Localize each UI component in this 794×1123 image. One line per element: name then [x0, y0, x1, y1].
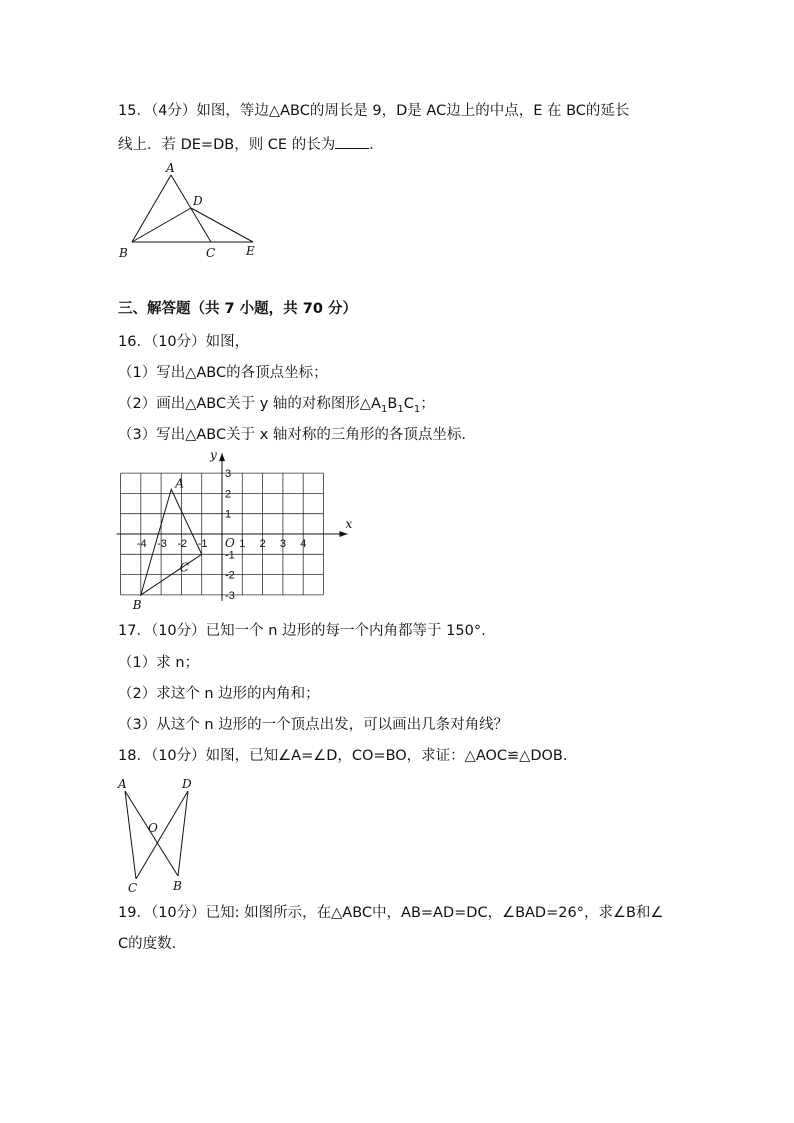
- label-O: O: [148, 821, 158, 835]
- origin-label: O: [225, 536, 235, 550]
- y-tick-label: 1: [225, 508, 232, 521]
- point-label-B: B: [132, 597, 142, 612]
- sub-2: 1: [397, 403, 404, 415]
- q18-stem: 18．（10分）如图，已知∠A=∠D，CO=BO，求证：△AOC≌△DOB.: [118, 748, 568, 764]
- x-tick-label: -2: [177, 538, 188, 550]
- q17-stem: 17．（10分）已知一个 n 边形的每一个内角都等于 150°.: [118, 623, 486, 639]
- label-E: E: [246, 244, 255, 258]
- label-C: C: [206, 246, 216, 260]
- q16-part3: （3）写出△ABC关于 x 轴对称的三角形的各顶点坐标.: [118, 427, 467, 443]
- sub-3: 1: [413, 403, 421, 415]
- sub-1: 1: [380, 403, 388, 415]
- q15-line2-text: 线上．若 DE=DB，则 CE 的长为: [118, 137, 336, 153]
- q19-line2: C的度数.: [118, 936, 177, 952]
- y-axis-label: y: [210, 448, 217, 463]
- segment-DC: [136, 791, 188, 879]
- q16-part2-c: C: [403, 396, 414, 412]
- label-B: B: [173, 879, 182, 893]
- q16-part2-text: （2）画出△ABC关于 y 轴的对称图形△A: [118, 396, 381, 412]
- y-tick-label: -3: [225, 589, 235, 602]
- y-tick-label: 2: [225, 488, 232, 501]
- q17-part1: （1）求 n；: [118, 655, 200, 671]
- x-tick-label: -3: [157, 538, 167, 550]
- q15-line1: 15．（4分）如图，等边△ABC的周长是 9，D是 AC边上的中点，E 在 BC的延长: [118, 103, 630, 119]
- section-title: 三、解答题（共 7 小题，共 70 分）: [118, 301, 357, 317]
- x-tick-label: 2: [259, 538, 266, 550]
- label-D: D: [193, 194, 203, 208]
- y-tick-label: 3: [225, 468, 232, 481]
- y-tick-label: -2: [225, 569, 235, 582]
- x-axis-label: x: [345, 517, 353, 531]
- q17-part3: （3）从这个 n 边形的一个顶点出发，可以画出几条对角线？: [118, 717, 509, 733]
- x-tick-label: 4: [300, 538, 307, 550]
- q16-part1: （1）写出△ABC的各顶点坐标；: [118, 365, 328, 381]
- segment-DB: [178, 791, 188, 876]
- y-tick-label: -1: [225, 549, 235, 562]
- q15-line2-end: ．: [369, 137, 384, 153]
- q16-part2-b: B: [387, 396, 398, 412]
- q17-part2: （2）求这个 n 边形的内角和；: [118, 686, 320, 702]
- label-A: A: [118, 777, 127, 791]
- q19-line1: 19．（10分）已知: 如图所示，在△ABC中，AB=AD=DC，∠BAD=26°，求∠B和∠: [118, 905, 664, 921]
- x-tick-label: -1: [197, 538, 208, 550]
- q16-stem: 16．（10分）如图，: [118, 334, 250, 350]
- label-A: A: [166, 161, 175, 175]
- x-tick-label: 1: [239, 538, 246, 550]
- label-D: D: [182, 777, 192, 791]
- x-tick-label: -4: [136, 538, 147, 550]
- q16-part2-end: ；: [420, 396, 435, 412]
- point-label-A: A: [175, 476, 184, 491]
- segment-AC: [125, 791, 136, 879]
- x-tick-label: 3: [279, 538, 287, 550]
- label-B: B: [119, 246, 128, 260]
- point-label-C: C: [179, 560, 189, 575]
- label-C: C: [128, 881, 138, 895]
